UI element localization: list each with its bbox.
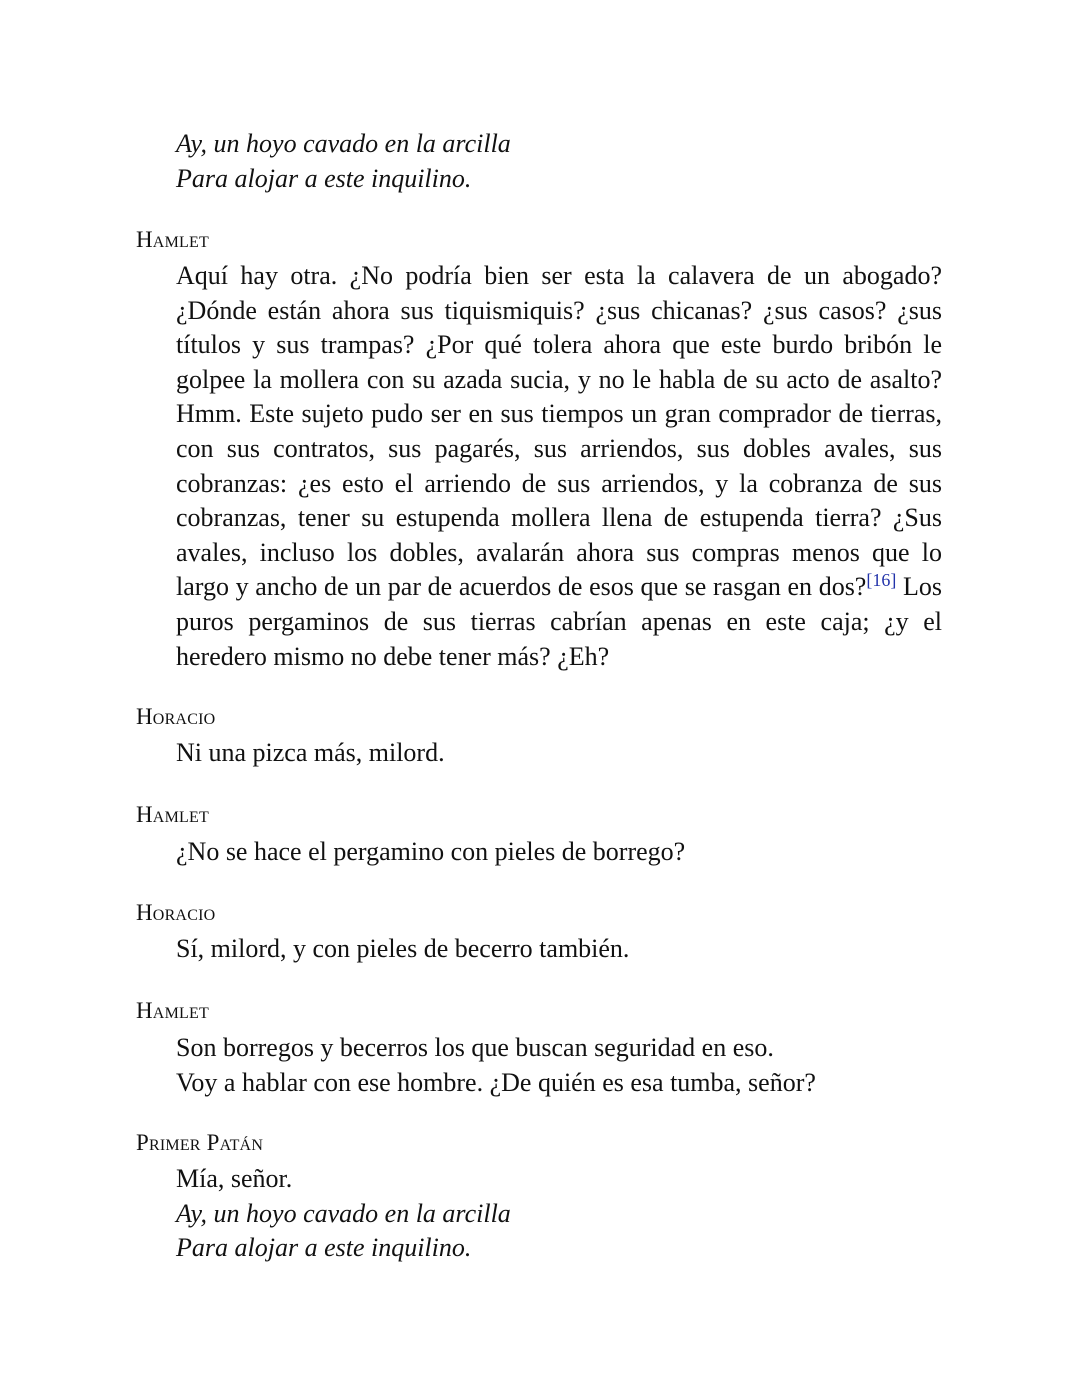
opening-verse <box>0 127 511 196</box>
speech-text-hamlet <box>0 835 942 870</box>
speech-line: Voy a hablar con ese hombre. ¿De quién es esa tumba, señor? <box>176 1067 816 1097</box>
speaker-name: Horacio <box>136 900 216 925</box>
speech-text-horacio <box>0 932 942 967</box>
speech-text <box>0 259 942 674</box>
speech-text-hamlet <box>0 259 942 674</box>
speech-block-hamlet <box>0 225 209 255</box>
speech-text-primer-patan <box>0 1162 942 1266</box>
speaker-name: Hamlet <box>136 227 209 252</box>
speech-block-hamlet <box>0 800 209 830</box>
speech-line: Son borregos y becerros los que buscan seguridad en eso. <box>176 1033 774 1062</box>
speaker-name: Primer Patán <box>136 1130 264 1155</box>
speech-text <box>0 1031 942 1100</box>
verse-line: Para alojar a este inquilino. <box>176 1233 472 1263</box>
speech-text-hamlet <box>0 1031 942 1100</box>
speech-text: Sí, milord, y con pieles de becerro también. <box>176 934 630 963</box>
speech-text-horacio <box>0 736 942 771</box>
speech-text: Ni una pizca más, milord. <box>176 738 445 767</box>
speech-block-hamlet <box>0 996 209 1026</box>
speech-block-primer-patan <box>0 1128 263 1158</box>
speech-block-horacio <box>0 702 215 732</box>
verse-line: Para alojar a este inquilino. <box>176 163 472 193</box>
speech-text-part: Los puros pergaminos de sus tierras cabrían apenas en este caja; ¿y el heredero mismo no debe tener más? ¿Eh? <box>176 572 943 671</box>
speech-text: ¿No se hace el pergamino con pieles de borrego? <box>176 837 686 866</box>
verse-line: Ay, un hoyo cavado en la arcilla <box>176 1198 511 1228</box>
speaker-name: Hamlet <box>136 998 209 1023</box>
speech-line: Mía, señor. <box>176 1164 293 1193</box>
speaker-name: Horacio <box>136 704 216 729</box>
speaker-name: Hamlet <box>136 802 209 827</box>
speech-text <box>0 1162 942 1266</box>
speech-block-horacio <box>0 898 215 928</box>
verse-line: Ay, un hoyo cavado en la arcilla <box>176 129 511 158</box>
speech-text-part: Aquí hay otra. ¿No podría bien ser esta la calavera de un abogado? ¿Dónde están ahora sus tiquismiquis? ¿sus chicanas? ¿sus casos? ¿sus títulos y sus trampas? ¿Por qué tolera ahora que este burdo bribón le golpee la mollera con su azada sucia, y no le habla de su acto de asalto? Hmm. Este sujeto pudo ser en sus tiempos un gran comprador de tierras, con sus contratos, sus pagarés, sus arriendos, sus dobles avales, sus cobranzas: ¿es esto el arriendo de sus arriendos, y la cobranza de sus cobranzas, tener su estupenda mollera llena de estupenda tierra? ¿Sus avales, incluso los dobles, avalarán ahora sus compras menos que lo largo y ancho de un par de acuerdos de esos que se rasgan en dos? <box>176 261 942 602</box>
footnote-link[interactable]: [16] <box>866 570 897 591</box>
